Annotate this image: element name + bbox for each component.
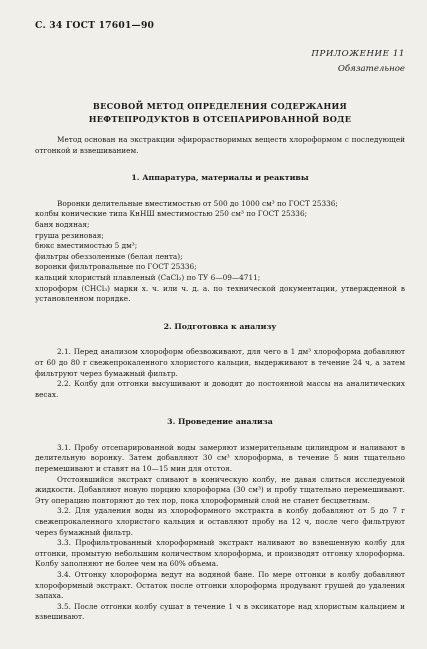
appendix-status: Обязательное — [337, 64, 405, 74]
equipment-item: кальций хлористый плавленый (CaCl₂) по ТУ 6—09—4711; — [35, 272, 261, 282]
section-heading-equipment: 1. Аппаратура, материалы и реактивы — [131, 173, 309, 183]
document-title — [35, 100, 405, 126]
procedure-paragraph: 3.2. Для удаления воды из хлороформного экстракта в колбу добавляют от 5 до 7 г свежепрокаленного хлористого кальция и оставляют пробу на 12 ч, после чего фильтруют через бумажный фильтр. — [35, 506, 405, 537]
equipment-item: бюкс вместимостью 5 дм³; — [35, 241, 138, 251]
equipment-item: фильтры обеззоленные (белая лента); — [35, 251, 183, 261]
procedure-paragraph: 3.4. Отгонку хлороформа ведут на водяной бане. По мере отгонки в колбу добавляют хлороформный экстракт. Остаток после отгонки хлороформа продувают грушей до удаления запаха. — [35, 570, 405, 601]
appendix-block — [311, 47, 405, 77]
equipment-item: воронки фильтровальные по ГОСТ 25336; — [35, 262, 197, 272]
preparation-paragraph: 2.1. Перед анализом хлороформ обезвоживают, для чего в 1 дм³ хлороформа добавляют от 60 до 80 г свежепрокаленного хлористого кальция, выдерживают в течение 24 ч, а затем фильтруют через бумажный фильтр. — [35, 347, 405, 378]
intro-paragraph: Метод основан на экстракции эфирорастворимых веществ хлороформом с последующей отгонкой и взвешиванием. — [35, 135, 405, 155]
page-header: С. 34 ГОСТ 17601—90 — [35, 20, 155, 31]
title-line-1: ВЕСОВОЙ МЕТОД ОПРЕДЕЛЕНИЯ СОДЕРЖАНИЯ — [92, 101, 348, 111]
equipment-item: Воронки делительные вместимостью от 500 до 1000 см³ по ГОСТ 25336; — [57, 198, 338, 208]
preparation-paragraph: 2.2. Колбу для отгонки высушивают и доводят до постоянной массы на аналитических весах. — [35, 379, 405, 399]
equipment-item: баня водяная; — [35, 219, 90, 229]
equipment-item: хлороформ (CHCl₃) марки х. ч. или ч. д. а. по технической документации, утвержденной в установленном порядке. — [35, 283, 405, 304]
equipment-item: колбы конические типа КнНШ вместимостью 250 см³ по ГОСТ 25336; — [35, 209, 308, 219]
equipment-list — [35, 199, 405, 305]
procedure-paragraph: 3.3. Профильтрованный хлороформный экстракт наливают во взвешенную колбу для отгонки, промытую небольшим количеством хлороформа, и производят отгонку хлороформа. Колбу заполняют не более чем на 60% объема. — [35, 538, 405, 569]
procedure-paragraph: 3.1. Пробу отсепарированной воды замеряют измерительным цилиндром и наливают в делительную воронку. Затем добавляют 30 см³ хлороформа, в течение 5 мин тщательно перемешивают и ставят на 10—15 мин для отстоя. — [35, 442, 405, 474]
document-body — [35, 135, 405, 623]
equipment-item: груша резиновая; — [35, 230, 104, 240]
title-line-2: НЕФТЕПРОДУКТОВ В ОТСЕПАРИРОВАННОЙ ВОДЕ — [88, 114, 352, 124]
procedure-paragraph: 3.5. После отгонки колбу сушат в течение 1 ч в эксикаторе над хлористым кальцием и взвешивают. — [35, 601, 405, 622]
appendix-label: ПРИЛОЖЕНИЕ 11 — [311, 49, 405, 59]
section-heading-preparation: 2. Подготовка к анализу — [163, 321, 277, 331]
procedure-paragraph: Отстоявшийся экстракт сливают в коническую колбу, не давая слиться исследуемой жидкости. Добавляют новую порцию хлороформа (30 см³) и пробу тщательно перемешивают. Эту операцию повторяют до тех пор, пока хлороформный слой не станет бесцветным. — [35, 474, 405, 505]
section-heading-procedure: 3. Проведение анализа — [167, 417, 273, 427]
